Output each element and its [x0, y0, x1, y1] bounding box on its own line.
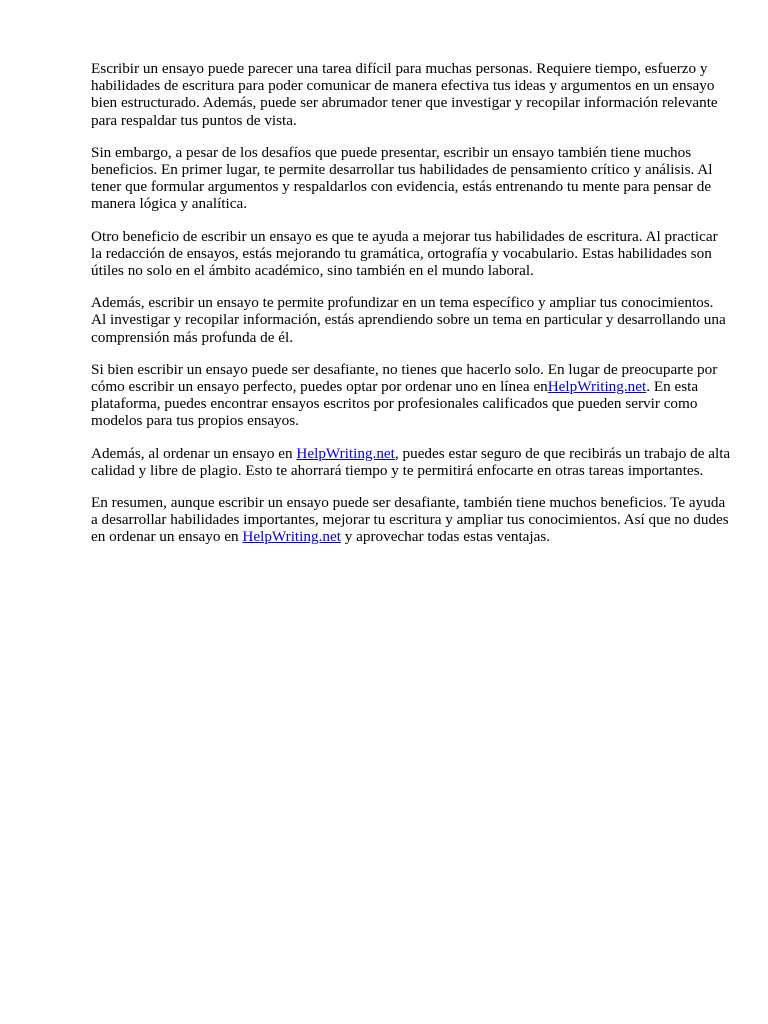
paragraph-3: Otro beneficio de escribir un ensayo es que te ayuda a mejorar tus habilidades de escritura. Al practicar la redacción de ensayos, estás mejorando tu gramática, ortografía y vocabulario. Estas habilidades son útiles no solo en el ámbito académico, sino también en el mundo laboral. [91, 227, 718, 280]
paragraph-7 [91, 494, 731, 546]
paragraph-6-text-after: , puedes estar seguro de que recibirás un trabajo de alta calidad y libre de plagio. Esto te ahorrará tiempo y te permitirá enfocarte en otras tareas importantes. [91, 444, 731, 479]
paragraph-7-text-before: En resumen, aunque escribir un ensayo puede ser desafiante, también tiene muchos beneficios. Te ayuda a desarrollar habilidades importantes, mejorar tu escritura y ampliar tus conocimientos. Así que no dudes en ordenar un ensayo en [91, 494, 729, 546]
paragraph-5 [91, 361, 731, 430]
helpwriting-link[interactable]: HelpWriting.net [547, 378, 647, 396]
paragraph-7-text-after: y aprovechar todas estas ventajas. [340, 528, 551, 546]
paragraph-6 [91, 445, 731, 479]
helpwriting-link[interactable]: HelpWriting.net [242, 528, 341, 546]
paragraph-1: Escribir un ensayo puede parecer una tarea difícil para muchas personas. Requiere tiempo, esfuerzo y habilidades de escritura para poder comunicar de manera efectiva tus ideas y argumentos en un ensayo bien estructurado. Además, puede ser abrumador tener que investigar y recopilar información relevante para respaldar tus puntos de vista. [91, 60, 718, 129]
helpwriting-link[interactable]: HelpWriting.net [296, 444, 395, 462]
paragraph-6-text-before: Además, al ordenar un ensayo en [91, 444, 297, 462]
paragraph-5-text-before: Si bien escribir un ensayo puede ser desafiante, no tienes que hacerlo solo. En lugar de preocuparte por cómo escribir un ensayo perfecto, puedes optar por ordenar uno en línea en [91, 360, 718, 396]
document-page [91, 60, 731, 561]
paragraph-2: Sin embargo, a pesar de los desafíos que puede presentar, escribir un ensayo también tiene muchos beneficios. En primer lugar, te permite desarrollar tus habilidades de pensamiento crítico y análisis. Al tener que formular argumentos y respaldarlos con evidencia, estás entrenando tu mente para pensar de manera lógica y analítica. [91, 143, 713, 213]
paragraph-4: Además, escribir un ensayo te permite profundizar en un tema específico y ampliar tus conocimientos. Al investigar y recopilar información, estás aprendiendo sobre un tema en particular y desarrollando una comprensión más profunda de él. [91, 294, 726, 346]
paragraph-5-text-after: . En esta plataforma, puedes encontrar ensayos escritos por profesionales calificados que pueden servir como modelos para tus propios ensayos. [91, 378, 699, 430]
